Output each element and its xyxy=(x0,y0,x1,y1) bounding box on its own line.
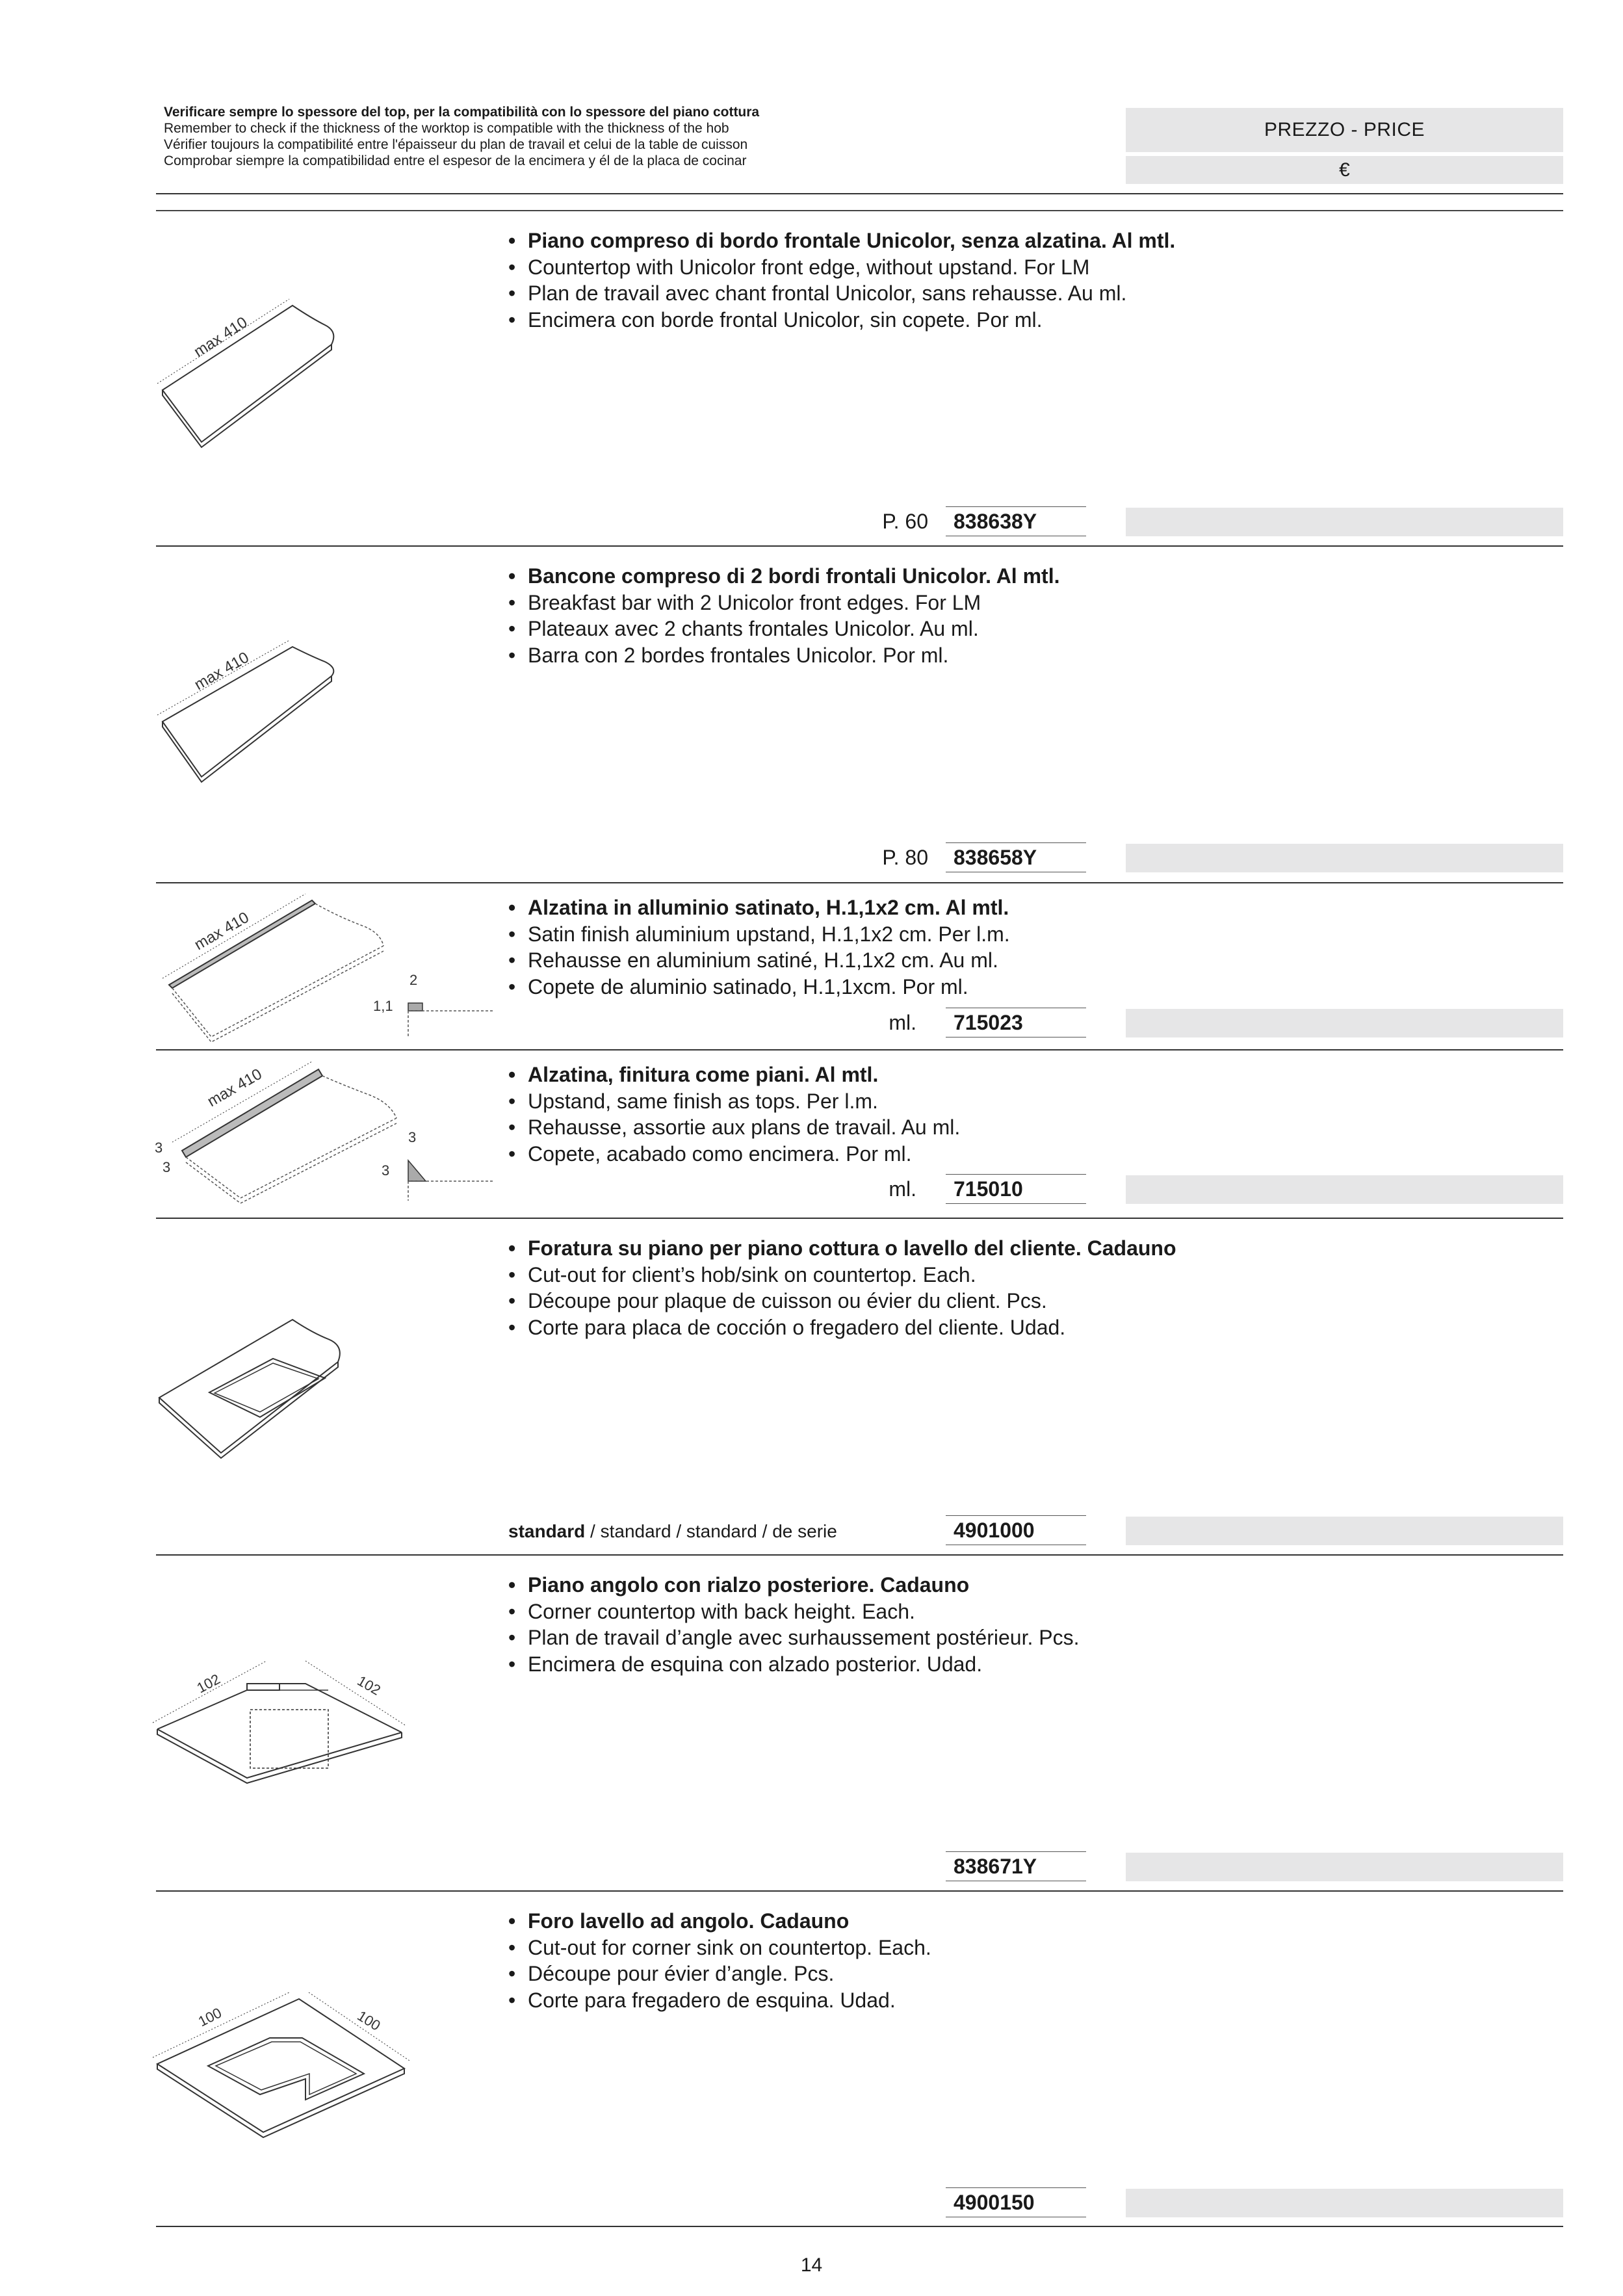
corner-sink-cutout-illustration xyxy=(149,1983,448,2139)
page-number: 14 xyxy=(800,2254,823,2276)
product-code: 838638Y xyxy=(946,506,1086,536)
product-code: 838658Y xyxy=(946,842,1086,872)
divider xyxy=(156,882,1563,883)
currency-header: € xyxy=(1126,156,1563,184)
depth-label: P. 80 xyxy=(882,846,928,869)
divider xyxy=(156,545,1563,547)
price-cell xyxy=(1126,1009,1563,1037)
item-description: • Alzatina, finitura come piani. Al mtl. • Upstand, same finish as tops. Per l.m. • Rehausse, assortie aux plans de travail. Au ml. • Copete, acabado como encimera. Por ml. xyxy=(508,1063,961,1166)
countertop-illustration xyxy=(149,293,409,455)
product-code: 838671Y xyxy=(946,1851,1086,1881)
divider xyxy=(156,193,1563,194)
standard-label: standard / standard / standard / de serie xyxy=(508,1521,837,1541)
divider xyxy=(156,1890,1563,1892)
svg-text:max 410: max 410 xyxy=(191,908,252,954)
svg-text:3: 3 xyxy=(408,1129,417,1145)
matching-upstand-illustration xyxy=(149,1056,513,1219)
divider xyxy=(156,2226,1563,2227)
depth-label: P. 60 xyxy=(882,510,928,533)
product-code: 4901000 xyxy=(946,1515,1086,1545)
svg-text:100: 100 xyxy=(354,2007,383,2034)
cutout-illustration xyxy=(149,1307,409,1476)
svg-text:3: 3 xyxy=(155,1140,163,1156)
corner-countertop-illustration xyxy=(149,1645,448,1801)
aluminium-upstand-illustration xyxy=(149,887,513,1050)
note-it: Verificare sempre lo spessore del top, per la compatibilità con lo spessore del piano cottura xyxy=(164,105,760,120)
svg-text:2: 2 xyxy=(409,972,418,988)
product-code: 4900150 xyxy=(946,2187,1086,2217)
product-code: 715023 xyxy=(946,1008,1086,1037)
header-notes xyxy=(164,104,759,169)
note-fr: Vérifier toujours la compatibilité entre l'épaisseur du plan de travail et celui de la table de cuisson xyxy=(164,137,748,152)
note-es: Comprobar siempre la compatibilidad entre el espesor de la encimera y él de la placa de cocinar xyxy=(164,153,747,168)
svg-text:max 410: max 410 xyxy=(191,648,252,694)
unit-label: ml. xyxy=(889,1177,916,1201)
svg-text:102: 102 xyxy=(194,1671,223,1697)
item-description: • Alzatina in alluminio satinato, H.1,1x2 cm. Al mtl. • Satin finish aluminium upstand, H.1,1x2 cm. Per l.m. • Rehausse en aluminium satiné, H.1,1x2 cm. Au ml. • Copete de aluminio satinado, H.1,1xcm. Por ml. xyxy=(508,896,1010,998)
divider xyxy=(156,1049,1563,1050)
divider xyxy=(156,1554,1563,1556)
price-cell xyxy=(1126,1175,1563,1204)
item-description: • Foro lavello ad angolo. Cadauno • Cut-out for corner sink on countertop. Each. • Découpe pour évier d’angle. Pcs. • Corte para fregadero de esquina. Udad. xyxy=(508,1909,931,2012)
divider xyxy=(156,1218,1563,1219)
product-code: 715010 xyxy=(946,1174,1086,1204)
price-cell xyxy=(1126,1853,1563,1881)
unit-label: ml. xyxy=(889,1011,916,1034)
breakfast-bar-illustration xyxy=(149,631,409,793)
item-description: • Bancone compreso di 2 bordi frontali Unicolor. Al mtl. • Breakfast bar with 2 Unicolor front edges. For LM • Plateaux avec 2 chants frontales Unicolor. Au ml. • Barra con 2 bordes frontales Unicolor. Por ml. xyxy=(508,564,1060,667)
price-cell xyxy=(1126,1517,1563,1545)
svg-text:102: 102 xyxy=(354,1672,383,1699)
svg-text:100: 100 xyxy=(195,2004,224,2030)
note-en: Remember to check if the thickness of the worktop is compatible with the thickness of the hob xyxy=(164,121,729,136)
svg-text:3: 3 xyxy=(162,1159,171,1175)
item-description: • Piano compreso di bordo frontale Unicolor, senza alzatina. Al mtl. • Countertop with Unicolor front edge, without upstand. For LM • Plan de travail avec chant frontal Unicolor, sans rehausse. Au ml. • Encimera con borde frontal Unicolor, sin copete. Por ml. xyxy=(508,229,1176,332)
divider xyxy=(156,210,1563,211)
svg-text:max 410: max 410 xyxy=(204,1065,265,1111)
item-description: • Piano angolo con rialzo posteriore. Cadauno • Corner countertop with back height. Each. • Plan de travail d’angle avec surhaussement postérieur. Pcs. • Encimera de esquina con alzado posterior. Udad. xyxy=(508,1573,1080,1676)
svg-text:1,1: 1,1 xyxy=(373,998,393,1014)
price-cell xyxy=(1126,844,1563,872)
svg-text:max 410: max 410 xyxy=(190,313,251,361)
price-cell xyxy=(1126,2189,1563,2217)
price-cell xyxy=(1126,508,1563,536)
svg-text:3: 3 xyxy=(382,1162,390,1179)
item-description: • Foratura su piano per piano cottura o lavello del cliente. Cadauno • Cut-out for client’s hob/sink on countertop. Each. • Découpe pour plaque de cuisson ou évier du client. Pcs. • Corte para placa de cocción o fregadero del cliente. Udad. xyxy=(508,1236,1176,1339)
price-header: PREZZO - PRICE xyxy=(1126,108,1563,152)
